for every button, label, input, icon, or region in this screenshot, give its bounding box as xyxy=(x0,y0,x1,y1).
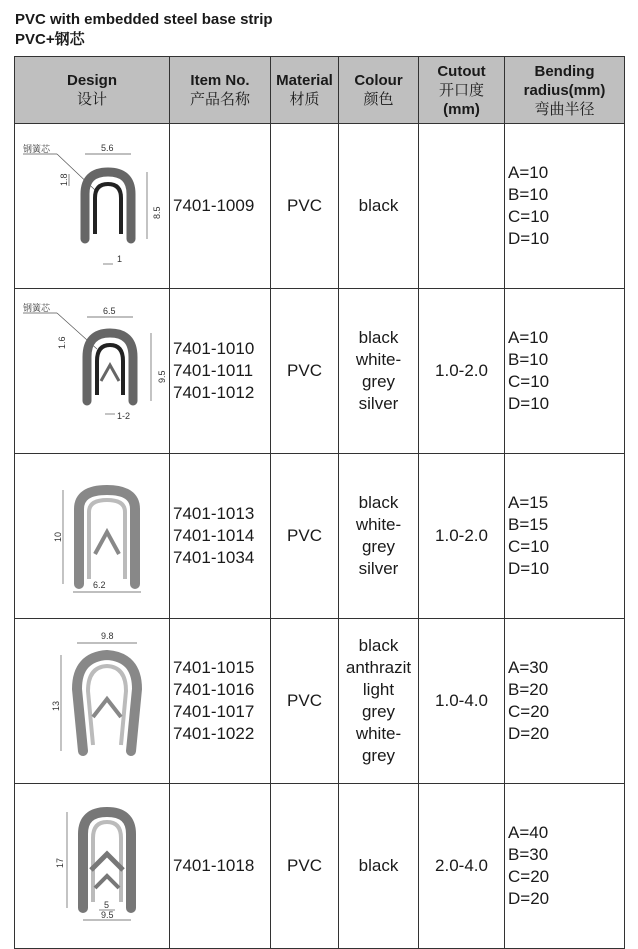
design-drawing xyxy=(15,619,170,784)
profile-drawing-2 xyxy=(17,289,167,447)
colour-cell xyxy=(339,124,419,289)
item-numbers: 7401-1013 7401-1014 7401-1034 xyxy=(170,454,271,619)
header-material: Material 材质 xyxy=(271,57,339,124)
cutout-cell: 2.0-4.0 xyxy=(419,784,505,949)
table-row xyxy=(15,454,625,619)
header-item: Item No. 产品名称 xyxy=(170,57,271,124)
profile-drawing-5 xyxy=(17,784,167,942)
header-colour: Colour 颜色 xyxy=(339,57,419,124)
dim-gap: 1-2 xyxy=(117,411,131,421)
design-drawing xyxy=(15,784,170,949)
bending-cell: A=30 B=20 C=20 D=20 xyxy=(505,619,625,784)
material-cell: PVC xyxy=(271,619,339,784)
colour-cell: black white- grey silver xyxy=(339,454,419,619)
cutout-cell: 1.0-2.0 xyxy=(419,454,505,619)
drawing-label: 钢簧芯 xyxy=(23,304,51,314)
dim-height: 13 xyxy=(51,700,61,711)
cutout-cell xyxy=(419,124,505,289)
material-cell: PVC xyxy=(271,289,339,454)
table-row xyxy=(15,289,625,454)
title-line-1: PVC with embedded steel base strip xyxy=(15,11,273,28)
item-numbers: 7401-1010 7401-1011 7401-1012 xyxy=(170,289,271,454)
dim-thickness: 1.6 xyxy=(57,336,67,349)
profile-drawing-1 xyxy=(17,124,167,282)
design-drawing xyxy=(15,124,170,289)
profile-drawing-3 xyxy=(17,454,167,612)
item-numbers: 7401-1018 xyxy=(170,784,271,949)
profile-drawing-4 xyxy=(17,619,167,777)
dim-gap: 1 xyxy=(117,254,123,264)
title-line-2: PVC+钢芯 xyxy=(15,31,85,48)
material-cell: PVC xyxy=(271,784,339,949)
bending-cell: A=15 B=15 C=10 D=10 xyxy=(505,454,625,619)
dim-height: 8.5 xyxy=(152,206,162,219)
item-numbers: 7401-1015 7401-1016 7401-1017 7401-1022 xyxy=(170,619,271,784)
table-row xyxy=(15,784,625,949)
cutout-cell: 1.0-4.0 xyxy=(419,619,505,784)
dim-width: 9.8 xyxy=(101,631,114,641)
header-design: Design 设计 xyxy=(15,57,170,124)
bending-cell: A=10 B=10 C=10 D=10 xyxy=(505,124,625,289)
header-cutout: Cutout 开口度 (mm) xyxy=(419,57,505,124)
product-table xyxy=(14,56,625,949)
dim-height: 10 xyxy=(53,531,63,542)
bending-cell: A=40 B=30 C=20 D=20 xyxy=(505,784,625,949)
dim-width: 9.5 xyxy=(101,910,114,920)
dim-width: 6.2 xyxy=(93,580,106,590)
cutout-cell: 1.0-2.0 xyxy=(419,289,505,454)
colour-cell: black xyxy=(339,784,419,949)
table-row xyxy=(15,124,625,289)
dim-thickness: 1.8 xyxy=(59,173,69,186)
dim-width: 6.5 xyxy=(103,306,116,316)
design-drawing xyxy=(15,454,170,619)
colour-cell: black anthrazit light grey white- grey xyxy=(339,619,419,784)
material-cell: PVC xyxy=(271,454,339,619)
item-no: 7401-1009 xyxy=(173,196,255,215)
material-cell: PVC xyxy=(271,124,339,289)
dim-height: 17 xyxy=(55,857,65,868)
design-drawing xyxy=(15,289,170,454)
header-row xyxy=(15,57,625,124)
item-numbers xyxy=(170,124,271,289)
dim-width: 5.6 xyxy=(101,143,114,153)
colour-value: black xyxy=(358,196,399,215)
dim-gap: 5 xyxy=(104,900,110,910)
header-bending: Bending radius(mm) 弯曲半径 xyxy=(505,57,625,124)
drawing-label: 钢簧芯 xyxy=(23,145,51,155)
table-row xyxy=(15,619,625,784)
colour-cell: black white- grey silver xyxy=(339,289,419,454)
bending-cell: A=10 B=10 C=10 D=10 xyxy=(505,289,625,454)
dim-height: 9.5 xyxy=(157,370,167,383)
